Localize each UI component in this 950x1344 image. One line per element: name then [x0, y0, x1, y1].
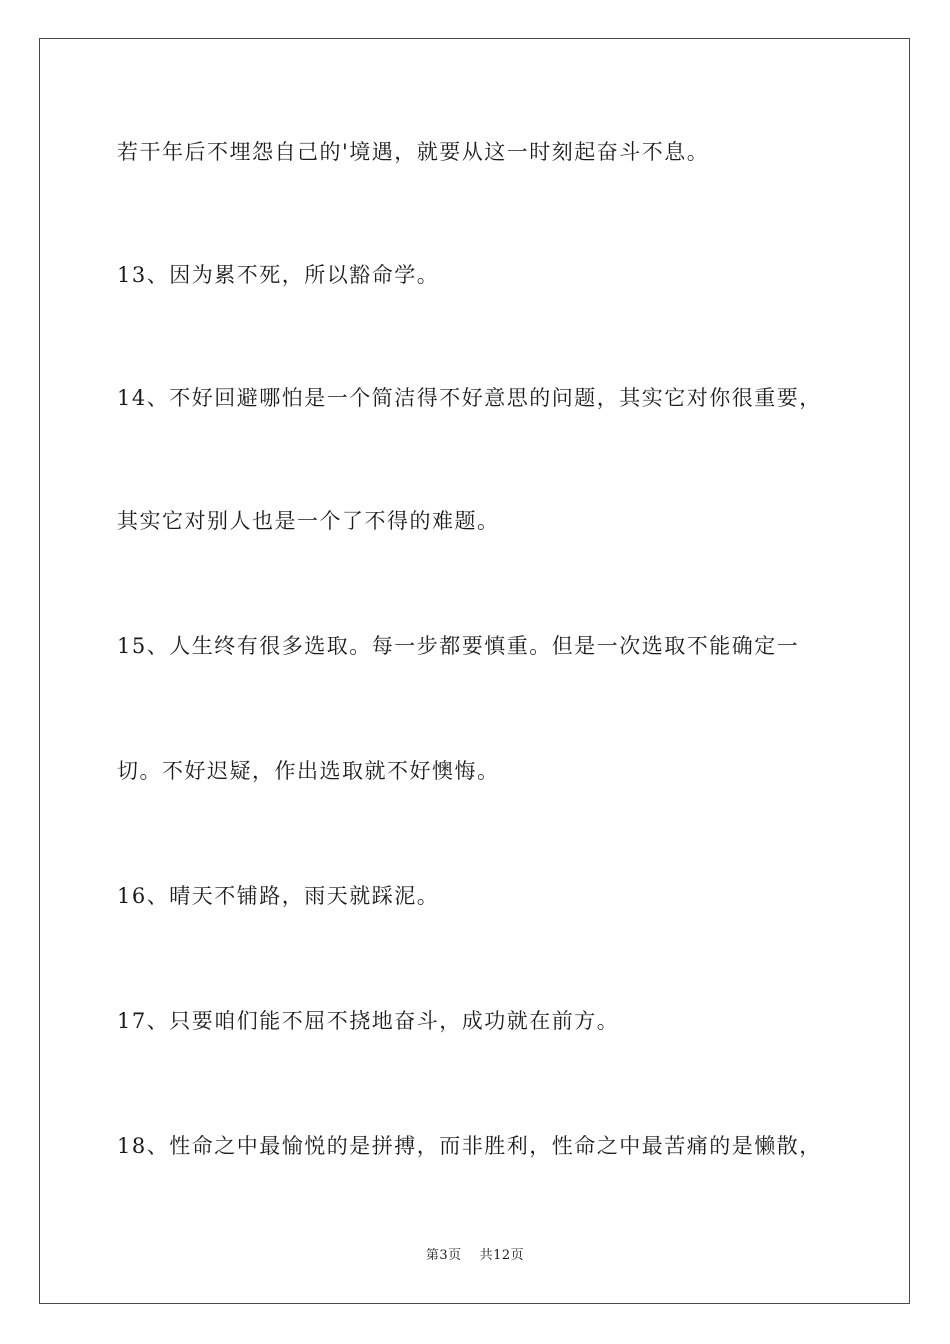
text-line-2: 13、因为累不死，所以豁命学。: [117, 263, 440, 287]
text-line-5: 15、人生终有很多选取。每一步都要慎重。但是一次选取不能确定一: [117, 634, 800, 658]
page-border: [39, 38, 910, 1304]
page-total: 共12页: [479, 1248, 525, 1263]
text-line-9: 18、性命之中最愉悦的是拼搏，而非胜利，性命之中最苦痛的是懒散，: [117, 1134, 822, 1158]
page-footer: [0, 1247, 950, 1265]
text-line-1: 若干年后不埋怨自己的'境遇，就要从这一时刻起奋斗不息。: [117, 140, 710, 164]
text-line-6: 切。不好迟疑，作出选取就不好懊悔。: [117, 759, 500, 783]
page-number: 第3页: [425, 1248, 462, 1263]
text-line-7: 16、晴天不铺路，雨天就踩泥。: [117, 884, 440, 908]
text-line-3: 14、不好回避哪怕是一个简洁得不好意思的问题，其实它对你很重要，: [117, 386, 822, 410]
text-line-8: 17、只要咱们能不屈不挠地奋斗，成功就在前方。: [117, 1009, 620, 1033]
text-line-4: 其实它对别人也是一个了不得的难题。: [117, 509, 500, 533]
